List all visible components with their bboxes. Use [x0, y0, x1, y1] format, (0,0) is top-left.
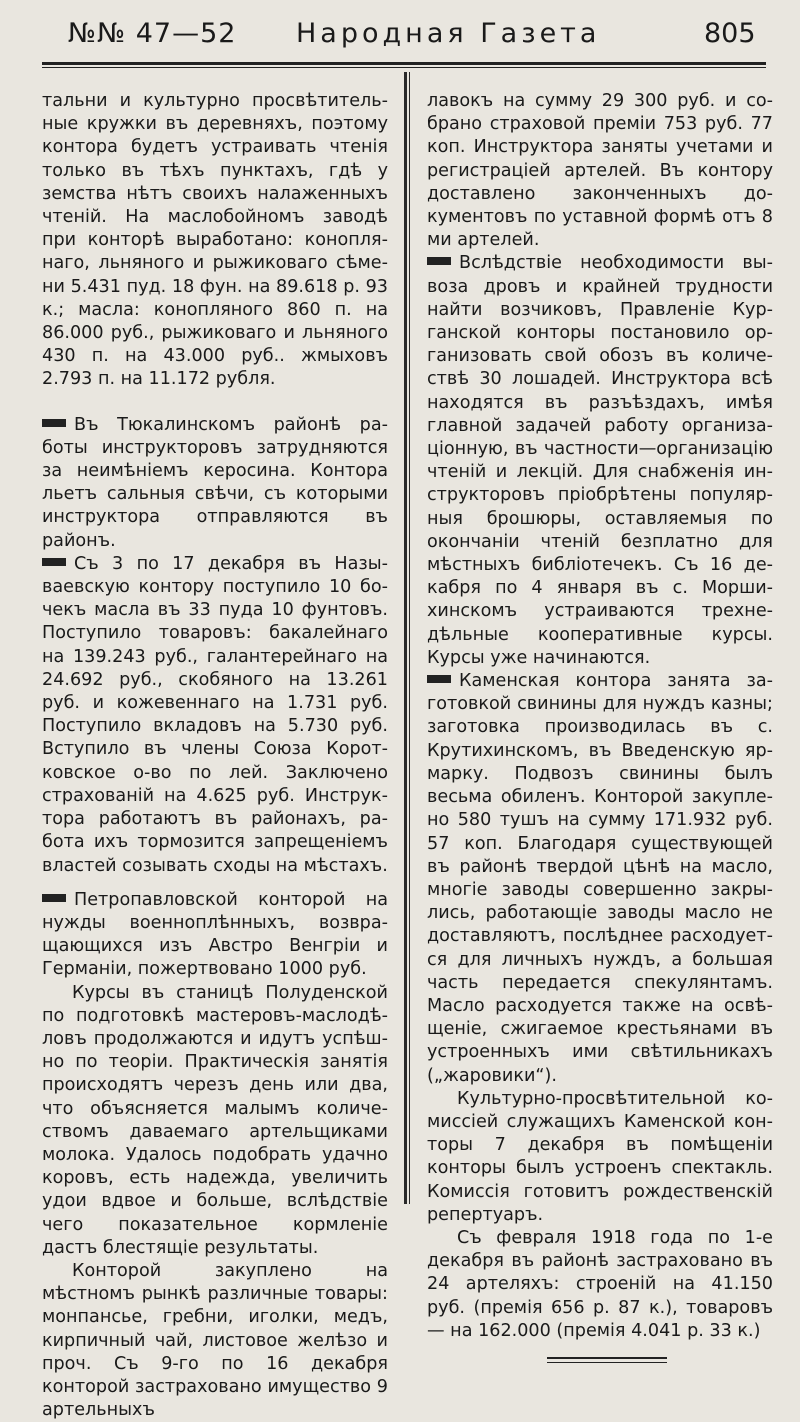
paragraph: Курсы въ станицѣ Полуденской по подготовкѣ мастеровъ-маслодѣловъ продолжаются и идутъ успѣшно по теоріи. Практическія занятія происходятъ черезъ день или два, что объясняется малымъ количествомъ даваемаго артельщиками молока. Удалось подобрать удачно коровъ, есть надежда, увеличить удои вдвое и больше, вслѣдствіе чего показательное кормленіе дастъ блестящіе результаты.	[42, 982, 388, 1258]
section-marker-icon	[427, 257, 451, 265]
paragraph: Вслѣдствіе необходимости вывоза дровъ и крайней трудности найти возчиковъ, Правленіе Курганской конторы постановило организовать свой обозъ въ количествѣ 30 лошадей. Инструктора всѣ находятся въ разъѣздахъ, имѣя главной задачей работу организаціонную, въ частности—организацію чтеній и лекцій. Для снабженія инструкторовъ пріобрѣтены популярныя брошюры, оставляемыя по окончаніи чтеній безплатно для мѣстныхъ библіотечекъ. Съ 16 декабря по 4 января въ с. Моршихинскомъ устраиваются трехнедѣльные кооперативные курсы. Курсы уже начинаются.	[427, 253, 773, 668]
issue-number: №№ 47—52	[68, 18, 237, 49]
section-marker-icon	[427, 675, 451, 683]
end-rule-thin	[547, 1362, 667, 1363]
newspaper-title: Народная Газета	[296, 18, 601, 49]
right-column	[427, 90, 773, 1363]
paragraph: лавокъ на сумму 29 300 руб. и собрано страховой преміи 753 руб. 77 коп. Инструктора заняты учетами и регистраціей артелей. Въ контору доставлено законченныхъ документовъ по уставной формѣ отъ 8 ми артелей.	[427, 91, 773, 251]
paragraph: тальни и культурно просвѣтительные кружки въ деревняхъ, поэтому контора будетъ устраивать чтенія только въ тѣхъ пунктахъ, гдѣ у земства нѣтъ своихъ налаженныхъ чтеній. На маслобойномъ заводѣ при конторѣ выработано: коноплянаго, льняного и рыжиковаго сѣмени 5.431 пуд. 18 фун. на 89.618 р. 93 к.; масла: конопляного 860 п. на 86.000 руб., рыжиковаго и льняного 430 п. на 43.000 руб.. жмыховъ 2.793 п. на 11.172 рубля.	[42, 91, 388, 390]
end-rule	[547, 1357, 667, 1359]
paragraph: Каменская контора занята заготовкой свинины для нуждъ казны; заготовка производилась въ с. Крутихинскомъ, въ Введенскую ярмарку. Подвозъ свинины былъ весьма обиленъ. Конторой закуплено 580 тушъ на сумму 171.932 руб. 57 коп. Благодаря существующей въ районѣ твердой цѣнѣ на масло, многіе заводы совершенно закрылись, работающіе заводы масло не доставляютъ, послѣднее расходуется для личныхъ нуждъ, а большая часть передается спекулянтамъ. Масло расходуется также на освѣщеніе, сжигаемое крестьянами въ устроенныхъ ими свѣтильникахъ („жаровики“).	[427, 671, 773, 1086]
paragraph: Съ 3 по 17 декабря въ Называевскую контору поступило 10 бочекъ масла въ 33 пуда 10 фунтовъ. Поступило товаровъ: бакалейнаго на 139.243 руб., галантерейнаго на 24.692 руб., скобяного на 13.261 руб. и кожевеннаго на 1.731 руб. Поступило вкладовъ на 5.730 руб. Вступило въ члены Союза Коротковское о-во по лей. Заключено страхованій на 4.625 руб. Инструктора работаютъ въ районахъ, работа ихъ тормозится запрещеніемъ властей созывать сходы на мѣстахъ.	[42, 553, 388, 876]
paragraph: Въ Тюкалинскомъ районѣ работы инструкторовъ затрудняются за неимѣніемъ керосина. Контора льетъ сальныя свѣчи, съ которыми инструктора отправляются въ районъ.	[42, 414, 388, 551]
left-column	[42, 90, 388, 1422]
header-rule-thin	[42, 67, 766, 68]
column-divider	[404, 72, 407, 1204]
section-marker-icon	[42, 419, 66, 427]
page-header	[0, 0, 800, 70]
column-divider-thin	[409, 72, 410, 1204]
page-number: 805	[704, 18, 756, 49]
paragraph: Петропавловской конторой на нужды военноплѣнныхъ, возвращающихся изъ Австро Венгріи и Германіи, пожертвовано 1000 руб.	[42, 889, 388, 980]
paragraph: Конторой закуплено на мѣстномъ рынкѣ различные товары: монпансье, гребни, иголки, медъ, кирпичный чай, листовое желѣзо и проч. Съ 9-го по 16 декабря конторой застраховано имущество 9 артельныхъ	[42, 1260, 388, 1421]
paragraph: Культурно-просвѣтительной комиссіей служащихъ Каменской конторы 7 декабря въ помѣщеніи конторы былъ устроенъ спектакль. Комиссія готовитъ рождественскій репертуаръ.	[427, 1088, 773, 1225]
section-marker-icon	[42, 558, 66, 566]
paragraph: Съ февраля 1918 года по 1-е декабря въ районѣ застраховано въ 24 артеляхъ: строеній на 41.150 руб. (премія 656 р. 87 к.), товаровъ— на 162.000 (премія 4.041 р. 33 к.)	[427, 1227, 773, 1341]
header-rule-thick	[42, 62, 766, 65]
section-marker-icon	[42, 894, 66, 902]
